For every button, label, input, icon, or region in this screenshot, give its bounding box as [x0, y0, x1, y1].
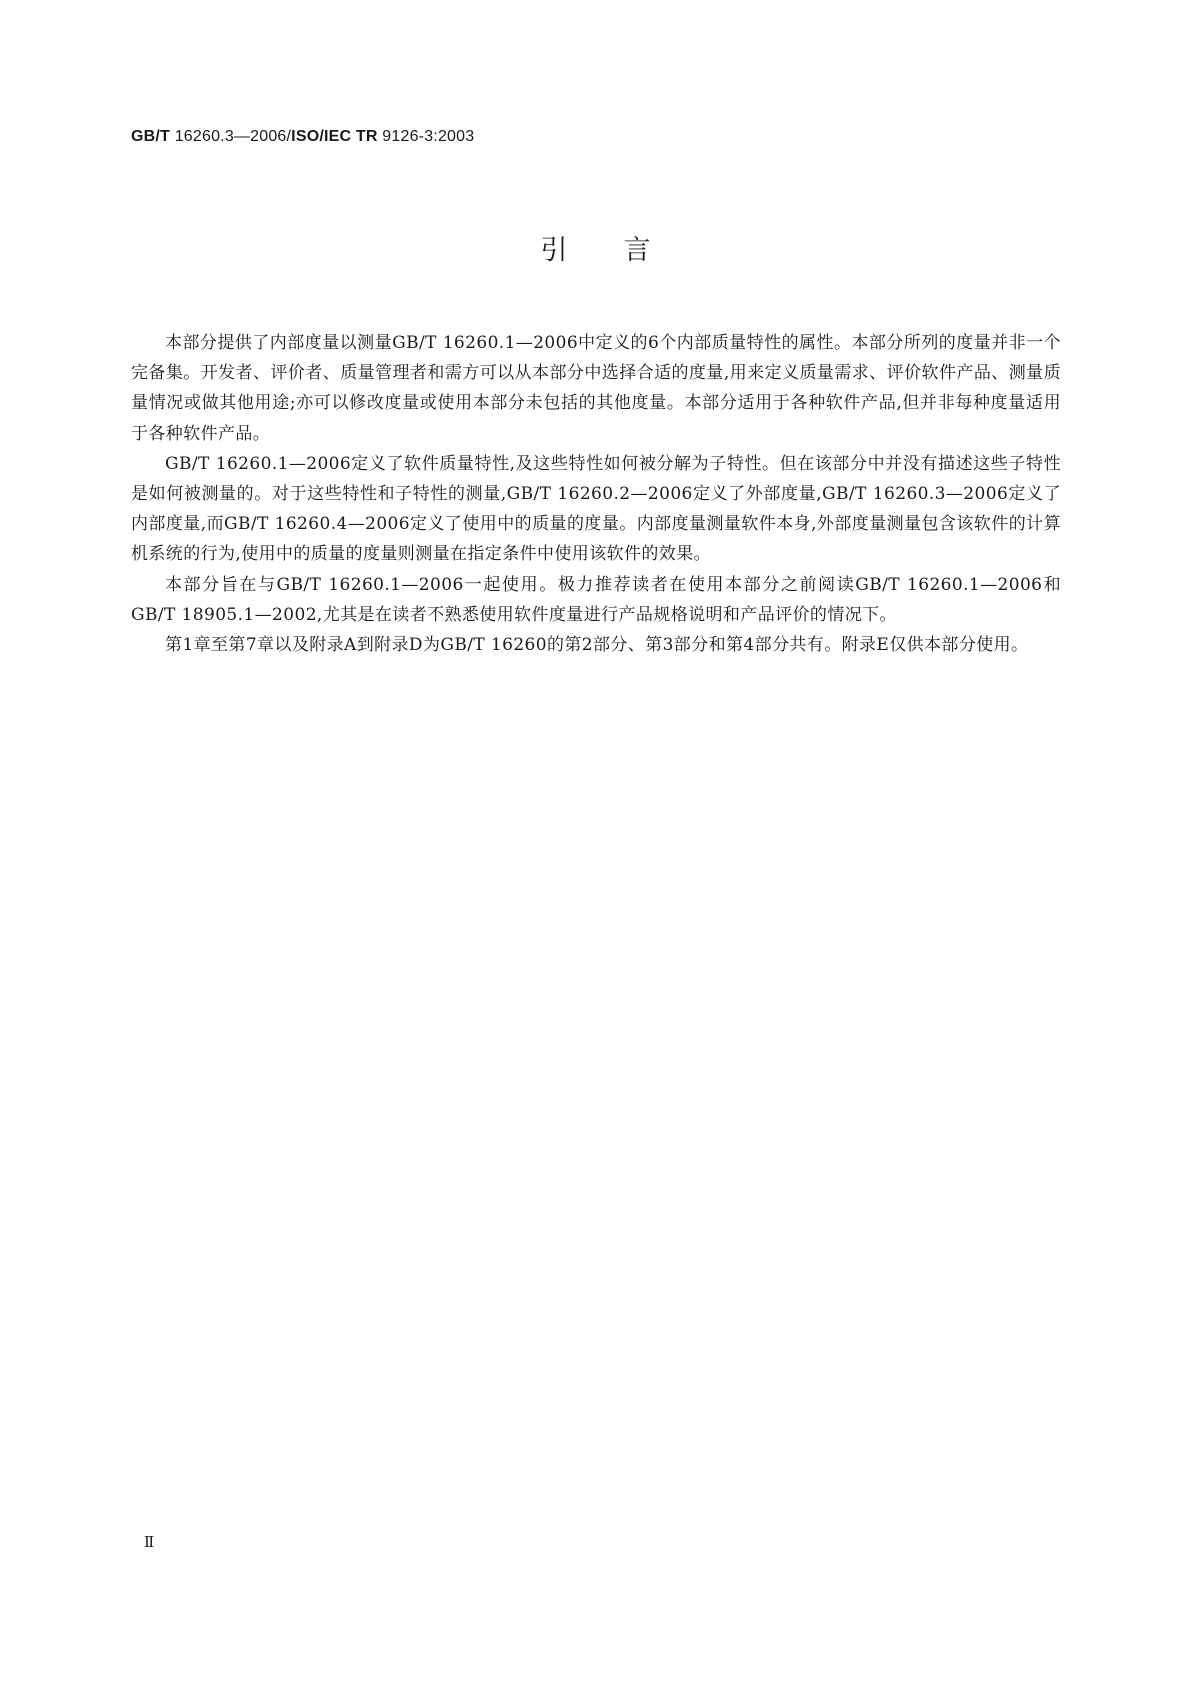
header-code-number: 16260.3—2006/	[174, 128, 292, 145]
page-title: 引言	[540, 235, 707, 266]
header-iso-prefix: ISO/IEC TR	[291, 128, 378, 145]
introduction-body	[131, 328, 1061, 660]
paragraph: 第1章至第7章以及附录A到附录D为GB/T 16260的第2部分、第3部分和第4部分共有。附录E仅供本部分使用。	[165, 635, 1029, 656]
header-iso-number: 9126-3:2003	[382, 128, 475, 145]
paragraph: 本部分旨在与GB/T 16260.1—2006一起使用。极力推荐读者在使用本部分之前阅读GB/T 16260.1—2006和GB/T 18905.1—2002,尤其是在读者不熟悉使用软件度量进行产品规格说明和产品评价的情况下。	[131, 574, 1061, 625]
page-number: Ⅱ	[144, 1533, 155, 1551]
paragraph: 本部分提供了内部度量以测量GB/T 16260.1—2006中定义的6个内部质量特性的属性。本部分所列的度量并非一个完备集。开发者、评价者、质量管理者和需方可以从本部分中选择合适的度量,用来定义质量需求、评价软件产品、测量质量情况或做其他用途;亦可以修改度量或使用本部分未包括的其他度量。本部分适用于各种软件产品,但并非每种度量适用于各种软件产品。	[131, 333, 1061, 444]
paragraph: GB/T 16260.1—2006定义了软件质量特性,及这些特性如何被分解为子特性。但在该部分中并没有描述这些子特性是如何被测量的。对于这些特性和子特性的测量,GB/T 16260.2—2006定义了外部度量,GB/T 16260.3—2006定义了内部度量,而GB/T 16260.4—2006定义了使用中的质量的度量。内部度量测量软件本身,外部度量测量包含该软件的计算机系统的行为,使用中的质量的度量则测量在指定条件中使用该软件的效果。	[131, 453, 1061, 565]
header-code-prefix: GB/T	[131, 128, 171, 145]
standard-number-header	[131, 128, 474, 146]
